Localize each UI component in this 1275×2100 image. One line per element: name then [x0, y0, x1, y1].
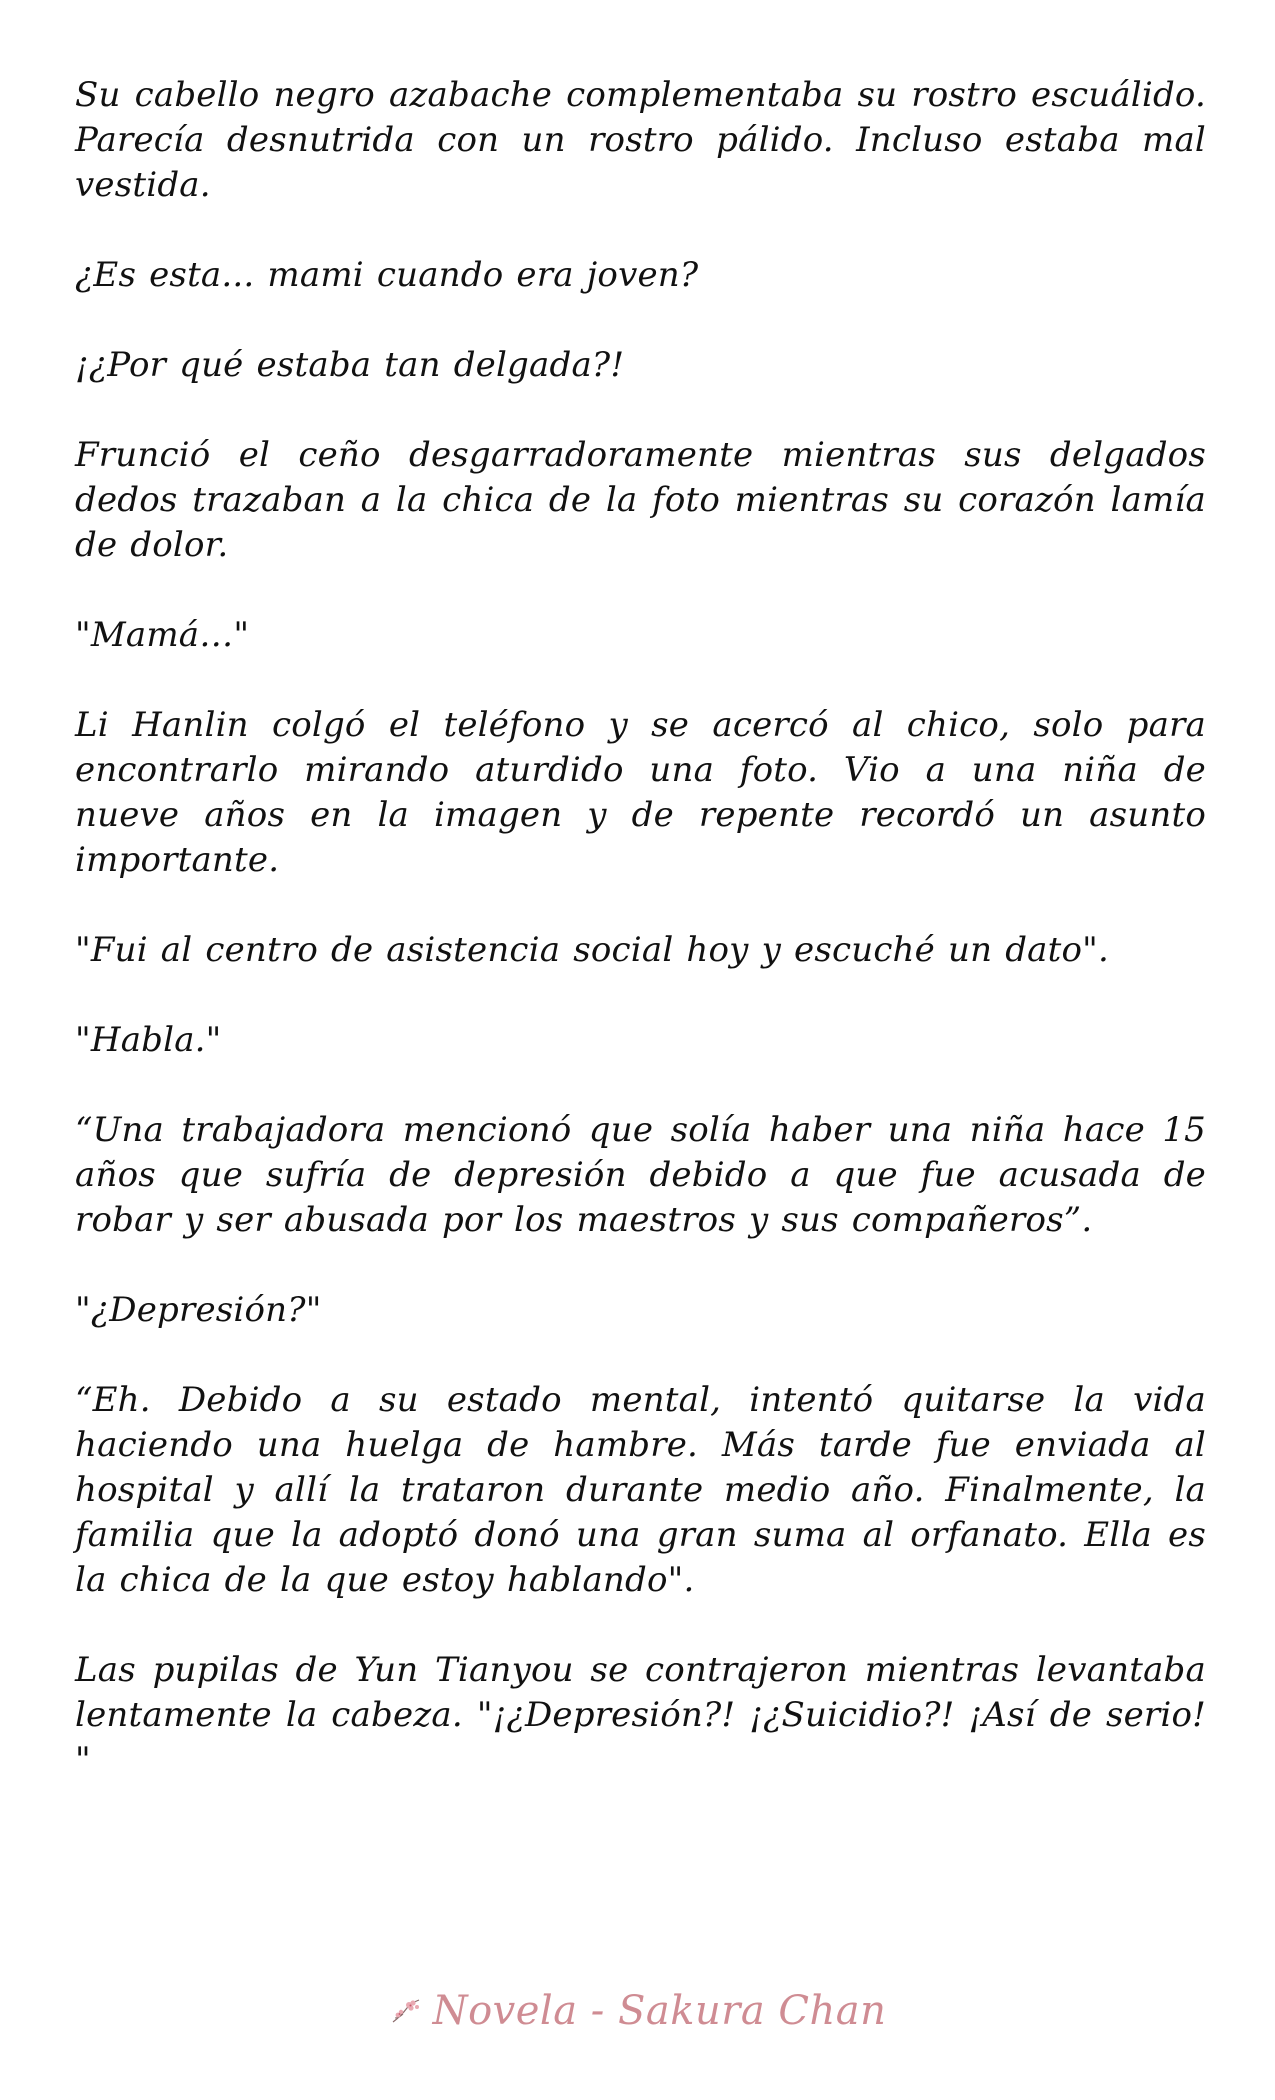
document-body: [75, 73, 1206, 1828]
paragraph-1: Su cabello negro azabache complementaba su rostro escuálido. Parecía desnutrida con un rostro pálido. Incluso estaba mal vestida.: [75, 75, 1206, 205]
paragraph-7: "Fui al centro de asistencia social hoy y escuché un dato".: [75, 930, 1110, 970]
paragraph-2: ¿Es esta... mami cuando era joven?: [75, 255, 699, 295]
paragraph-11: “Eh. Debido a su estado mental, intentó quitarse la vida haciendo una huelga de hambre. Más tarde fue enviada al hospital y allí la trataron durante medio año. Finalmente, la familia que la adoptó donó una gran suma al orfanato. Ella es la chica de la que estoy hablando".: [75, 1380, 1206, 1600]
watermark-text: Novela - Sakura Chan: [432, 1988, 887, 2034]
paragraph-8: "Habla.": [75, 1020, 222, 1060]
paragraph-6: Li Hanlin colgó el teléfono y se acercó al chico, solo para encontrarlo mirando aturdido una foto. Vio a una niña de nueve años en la imagen y de repente recordó un asunto importante.: [75, 705, 1206, 880]
paragraph-12: Las pupilas de Yun Tianyou se contrajeron mientras levantaba lentamente la cabeza. "¡¿Depresión?! ¡¿Suicidio?! ¡Así de serio! ": [75, 1650, 1206, 1780]
watermark: [0, 1988, 1275, 2034]
sakura-flower-icon: [389, 1996, 423, 2026]
paragraph-4: Frunció el ceño desgarradoramente mientras sus delgados dedos trazaban a la chica de la foto mientras su corazón lamía de dolor.: [75, 435, 1206, 565]
paragraph-5: "Mamá…": [75, 615, 250, 655]
paragraph-9: “Una trabajadora mencionó que solía haber una niña hace 15 años que sufría de depresión debido a que fue acusada de robar y ser abusada por los maestros y sus compañeros”.: [75, 1110, 1206, 1240]
paragraph-3: ¡¿Por qué estaba tan delgada?!: [75, 345, 625, 385]
paragraph-10: "¿Depresión?": [75, 1290, 322, 1330]
